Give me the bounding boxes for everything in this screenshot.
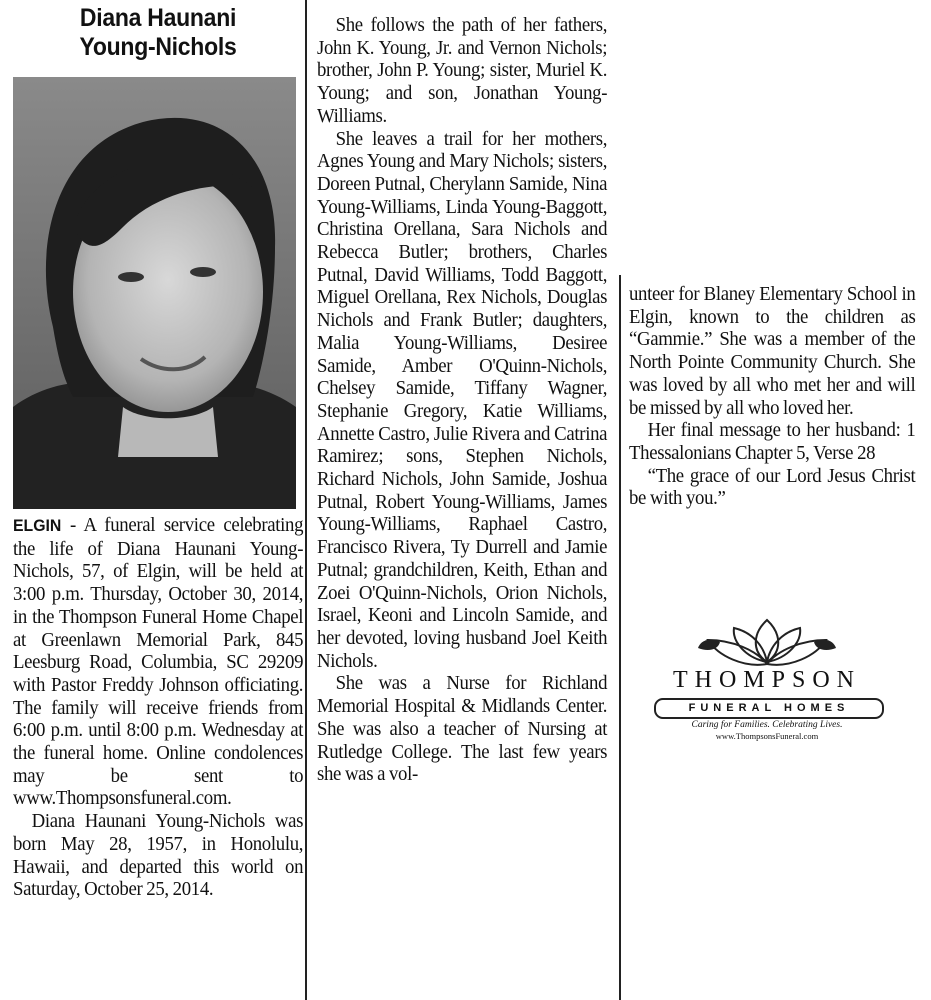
portrait-photo [13,77,296,509]
dateline: ELGIN [13,516,62,535]
logo-url: www.ThompsonsFuneral.com [715,731,819,741]
service-text: - A funeral service celebrating the life of Diana Haunani Young-Nichols, 57, of Elgin, will be held at 3:00 p.m. Thursday, October 30, 2014, in the Thompson Funeral Home Chapel at Greenlawn Memorial Park, 845 Leesburg Road, Columbia, SC 29209 with Pastor Freddy Johnson officiating. The family will receive friends from 6:00 p.m. until 8:00 p.m. Wednesday at the funeral home. Online condolences may be sent to www.Thompsonsfuneral.com. [13,514,304,810]
logo-name: THOMPSON [672,667,862,693]
paragraph-survivors: She leaves a trail for her mothers, Agnes Young and Mary Nichols; sisters, Doreen Putnal, Cherylann Samide, Nina Young-Williams, Linda Young-Baggott, Christina Orellana, Sara Nichols and Rebecca Butler; brothers, Charles Putnal, David Williams, Todd Baggott, Miguel Orellana, Rex Nichols, Douglas Nichols and Frank Butler; daughters, Malia Young-Williams, Desiree Samide, Amber O'Quinn-Nichols, Chelsey Samide, Tiffany Wagner, Stephanie Gregory, Katie Williams, Annette Castro, Julie Rivera and Catrina Ramirez; sons, Stephen Nichols, Richard Nichols, John Samide, Joshua Putnal, Robert Young-Williams, James Young-Williams, Raphael Castro, Francisco Rivera, Ty Durrell and Jamie Putnal; grandchildren, Keith, Ethan and Zoei O'Quinn-Nichols, Orion Nichols, Israel, Keoni and Lincoln Samide, and her devoted, loving husband Joel Keith Nichols. [317,127,608,672]
name-line-2: Young-Nichols [79,33,237,61]
logo-tagline: Caring for Families. Celebrating Lives. [691,720,843,730]
paragraph-final-message: Her final message to her husband: 1 Thessalonians Chapter 5, Verse 28 [629,419,916,464]
lotus-icon [648,612,886,672]
paragraph-service [13,514,303,810]
paragraph-birth: Diana Haunani Young-Nichols was born May 28, 1957, in Honolulu, Hawaii, and departed this world on Saturday, October 25, 2014. [13,810,304,901]
paragraph-career: She was a Nurse for Richland Memorial Hospital & Midlands Center. She was also a teacher of Nursing at Rutledge College. The last few years she was a vol- [317,672,608,786]
logo-subtitle: FUNERAL HOMES [654,698,884,719]
column-1 [13,514,303,901]
paragraph-verse: “The grace of our Lord Jesus Christ be with you.” [629,464,916,510]
column-3 [629,283,915,510]
name-line-1: Diana Haunani [79,4,237,32]
column-rule-right [619,275,621,1000]
paragraph-volunteer: unteer for Blaney Elementary School in Elgin, known to the children as “Gammie.” She was a member of the North Pointe Community Church. She was loved by all who met her and will be missed by all who loved her. [629,283,916,419]
column-2 [317,14,607,786]
paragraph-predeceased: She follows the path of her fathers, John K. Young, Jr. and Vernon Nichols; brother, John P. Young; sister, Muriel K. Young; and son, Jonathan Young-Williams. [317,14,608,127]
column-rule-left [305,0,307,1000]
thompson-logo [648,612,886,747]
portrait-image [13,77,296,509]
obituary-title [33,4,283,62]
